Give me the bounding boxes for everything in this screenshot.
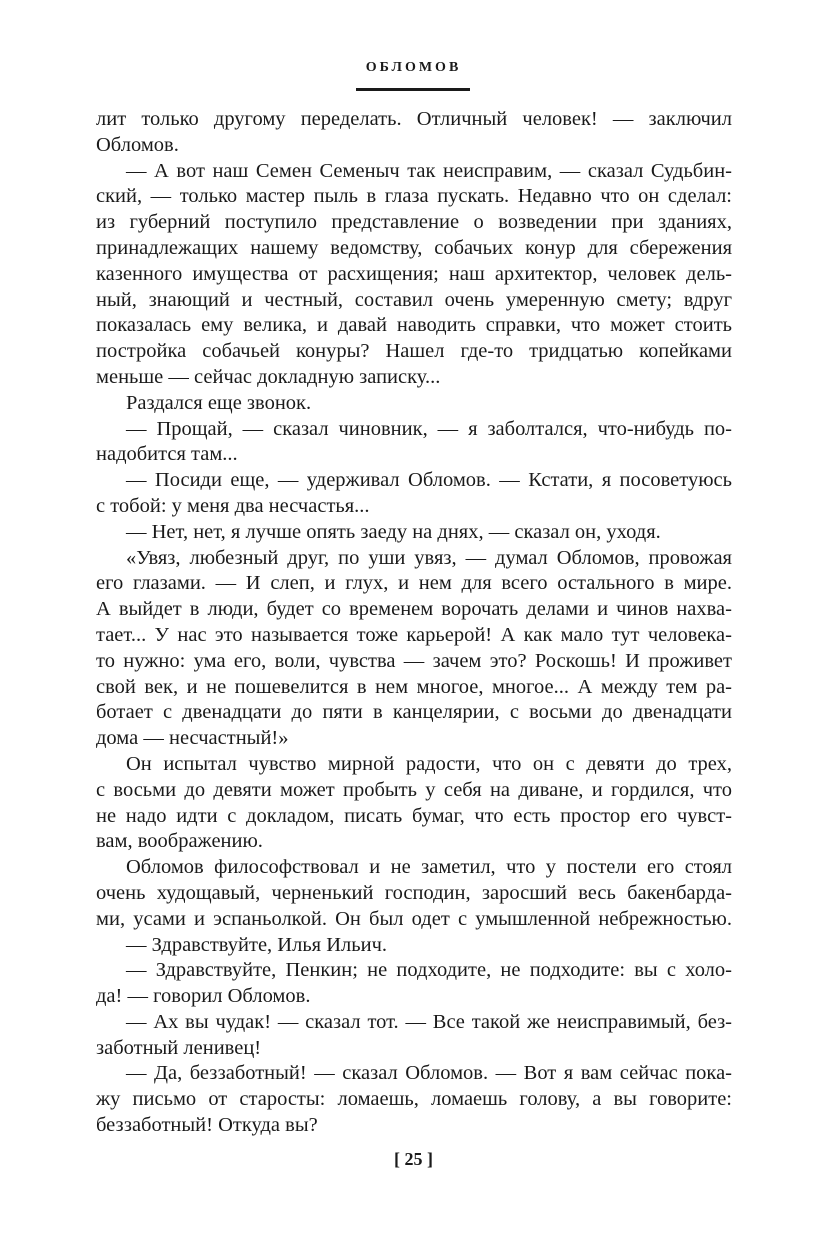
text-line: — Да, беззаботный! — сказал Обломов. — Вот я вам сейчас пока- [126, 1062, 732, 1085]
text-line: беззаботный! Откуда вы? [96, 1114, 318, 1137]
text-line: очень худощавый, черненький господин, заросший весь бакенбарда- [96, 881, 732, 904]
running-title: ОБЛОМОВ [365, 60, 462, 75]
text-line: тает... У нас это называется тоже карьерой! А как мало тут человека- [96, 623, 732, 646]
running-header [0, 58, 827, 76]
text-line: с восьми до девяти может пробыть у себя на диване, и гордился, что [96, 778, 732, 801]
text-line: жу письмо от старосты: ломаешь, ломаешь голову, а вы говорите: [96, 1088, 732, 1111]
text-line: казенного имущества от расхищения; наш архитектор, человек дель- [96, 262, 732, 285]
text-line: постройка собачьей конуры? Нашел где-то тридцатью копейками [96, 340, 732, 363]
text-line: — Посиди еще, — удерживал Обломов. — Кстати, я посоветуюсь [126, 469, 732, 492]
text-line: не надо идти с докладом, писать бумаг, что есть простор его чувст- [96, 804, 732, 827]
text-line: ный, знающий и честный, составил очень умеренную смету; вдруг [96, 288, 732, 311]
text-line: принадлежащих нашему ведомству, собачьих конур для сбережения [96, 236, 732, 259]
text-line: меньше — сейчас докладную записку... [96, 365, 441, 388]
text-line: — Прощай, — сказал чиновник, — я заболтался, что-нибудь по- [126, 417, 732, 440]
text-line: то нужно: ума его, воли, чувства — зачем это? Роскошь! И проживет [96, 649, 732, 672]
text-line: — Нет, нет, я лучше опять заеду на днях, — сказал он, уходя. [126, 520, 661, 543]
text-line: показалась ему велика, и давай наводить справки, что может стоить [96, 314, 732, 337]
text-line: с тобой: у меня два несчастья... [96, 494, 370, 517]
text-line: надобится там... [96, 443, 238, 466]
text-line: Он испытал чувство мирной радости, что он с девяти до трех, [126, 752, 732, 775]
text-line: А выйдет в люди, будет со временем ворочать делами и чинов нахва- [96, 598, 732, 621]
text-line: Раздался еще звонок. [126, 391, 312, 414]
header-rule [356, 88, 470, 91]
body-text [96, 107, 732, 1139]
text-line: лит только другому переделать. Отличный человек! — заключил [96, 108, 732, 130]
text-line: дома — несчастный!» [96, 727, 289, 750]
text-line: ми, усами и эспаньолкой. Он был одет с умышленной небрежностью. [96, 907, 732, 930]
text-line: да! — говорил Обломов. [96, 985, 311, 1008]
text-line: — Здравствуйте, Илья Ильич. [126, 933, 388, 956]
text-line: Обломов. [96, 133, 179, 156]
text-line: ботает с двенадцати до пяти в канцелярии, с восьми до двенадцати [96, 701, 732, 724]
text-line: свой век, и не пошевелится в нем многое, многое... А между тем ра- [96, 675, 732, 698]
text-line: — Здравствуйте, Пенкин; не подходите, не подходите: вы с холо- [126, 959, 732, 982]
text-line: ский, — только мастер пыль в глаза пускать. Недавно что он сделал: [96, 185, 732, 208]
text-line: его глазами. — И слеп, и глух, и нем для всего остального в мире. [96, 572, 732, 595]
text-line: — А вот наш Семен Семеныч так неисправим, — сказал Судьбин- [126, 159, 732, 182]
text-line: Обломов философствовал и не заметил, что у постели его стоял [126, 856, 732, 879]
text-line: вам, воображению. [96, 830, 263, 853]
text-line: заботный ленивец! [96, 1036, 262, 1059]
text-line: — Ах вы чудак! — сказал тот. — Все такой же неисправимый, без- [126, 1010, 732, 1033]
text-line: из губерний поступило представление о возведении при зданиях, [96, 211, 732, 234]
page-number: [ 25 ] [394, 1149, 433, 1169]
text-line: «Увяз, любезный друг, по уши увяз, — думал Обломов, провожая [126, 546, 732, 569]
